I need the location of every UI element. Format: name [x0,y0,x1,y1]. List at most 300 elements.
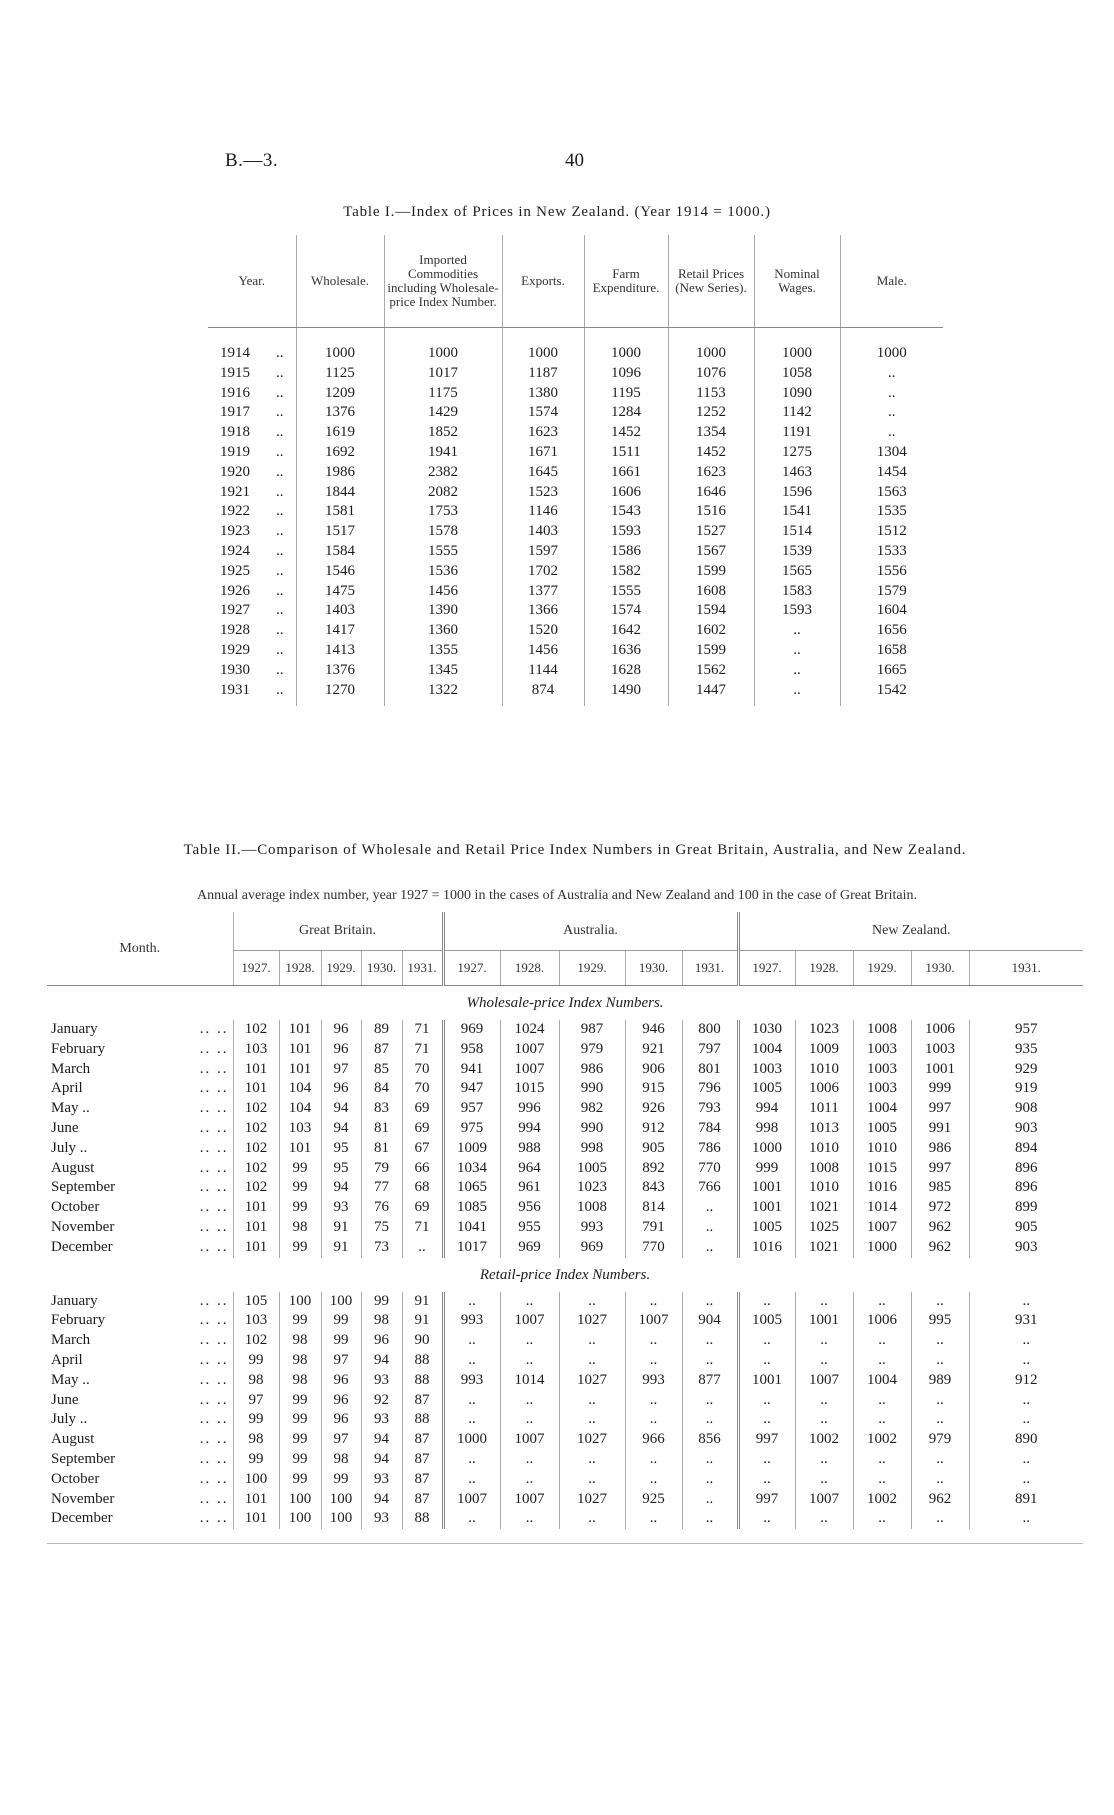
table-cell: .. [853,1450,911,1470]
table-cell: 766 [682,1178,738,1198]
table-cell: 993 [443,1311,500,1331]
table-cell: 97 [321,1430,361,1450]
table-cell: 988 [500,1139,559,1159]
table2-row [47,1238,1083,1258]
month-label: September [51,1450,116,1467]
table-cell: .. [738,1410,795,1430]
table-cell: 1642 [584,621,668,641]
month-label: June [51,1119,79,1136]
table-cell: .. [500,1331,559,1351]
table-cell: 962 [911,1238,969,1258]
table-cell: 1008 [795,1159,853,1179]
table-cell: 1354 [668,423,754,443]
table-cell: .. [911,1292,969,1312]
month-cell [47,1470,233,1490]
table1-row [208,463,943,483]
year-label: 1915 [220,364,250,381]
table-cell: .. [969,1351,1083,1371]
header-male: Male. [840,235,943,328]
month-label: July .. [51,1411,88,1428]
table-cell: 941 [443,1060,500,1080]
table-cell: 104 [279,1099,321,1119]
table-cell: 105 [233,1292,279,1312]
table-cell: .. [853,1292,911,1312]
table-cell: 894 [969,1139,1083,1159]
table-cell: 103 [233,1040,279,1060]
table-cell: 1447 [668,681,754,707]
leader-dots: .. .. [199,1332,229,1349]
table-cell: 1003 [911,1040,969,1060]
section-title: Retail-price Index Numbers. [479,1266,651,1283]
table-cell: 1463 [754,463,840,483]
table1-body [208,328,943,707]
year-header: 1930. [911,951,969,986]
table-cell: 1628 [584,661,668,681]
table2-row [47,1311,1083,1331]
year-header: 1929. [853,951,911,986]
table-cell: 966 [625,1430,682,1450]
table-cell: 96 [321,1371,361,1391]
year-header: 1930. [361,951,402,986]
table-cell: 1008 [853,1020,911,1040]
table2-row [47,1331,1083,1351]
table-cell: 97 [321,1351,361,1371]
table-cell: 102 [233,1159,279,1179]
table-cell: 1007 [500,1490,559,1510]
table-cell: 1456 [384,582,502,602]
table-cell: 1284 [584,403,668,423]
table-cell: 101 [233,1218,279,1238]
year-cell [208,483,296,503]
table-cell: 896 [969,1178,1083,1198]
table-cell: 979 [911,1430,969,1450]
year-cell [208,384,296,404]
table-cell: 1000 [443,1430,500,1450]
table-cell: 93 [361,1509,402,1529]
table-cell: 1535 [840,502,943,522]
year-cell [208,463,296,483]
table-cell: 905 [625,1139,682,1159]
table-cell: 1010 [853,1139,911,1159]
table-cell: 84 [361,1079,402,1099]
table-cell: .. [840,423,943,443]
table-cell: 70 [402,1079,443,1099]
table-cell: 1041 [443,1218,500,1238]
table-cell: .. [559,1351,625,1371]
header-new-zealand: New Zealand. [738,912,1083,951]
table-cell: 1623 [668,463,754,483]
table-cell: 899 [969,1198,1083,1218]
table-cell: 956 [500,1198,559,1218]
table-cell: 1593 [584,522,668,542]
table-cell: 1000 [754,328,840,364]
table-cell: 1661 [584,463,668,483]
table-cell: 1209 [296,384,384,404]
month-cell [47,1430,233,1450]
month-cell [47,1351,233,1371]
table-cell: 793 [682,1099,738,1119]
table-cell: 98 [279,1351,321,1371]
table-cell: 1360 [384,621,502,641]
table-cell: 1702 [502,562,584,582]
table-cell: 1006 [795,1079,853,1099]
year-label: 1924 [220,542,250,559]
table1-row [208,384,943,404]
leader-dots: .. .. [199,1450,229,1467]
table-cell: 1016 [853,1178,911,1198]
table-cell: 99 [279,1178,321,1198]
table-cell: 1005 [738,1311,795,1331]
table-cell: 1563 [840,483,943,503]
month-label: December [51,1510,113,1527]
table-cell: .. [500,1410,559,1430]
table-cell: 1191 [754,423,840,443]
table-cell: 75 [361,1218,402,1238]
table2-row [47,1430,1083,1450]
table-cell: 69 [402,1119,443,1139]
table-cell: 1144 [502,661,584,681]
header-year: Year. [208,235,296,328]
table-cell: 101 [279,1020,321,1040]
leader-dots: .. .. [199,1100,229,1117]
leader-dots: .. [276,483,284,500]
table-cell: .. [559,1292,625,1312]
table-cell: 94 [361,1450,402,1470]
table-cell: 1533 [840,542,943,562]
table1-row [208,522,943,542]
table-cell: 1090 [754,384,840,404]
table-cell: 994 [738,1099,795,1119]
month-cell [47,1509,233,1529]
leader-dots: .. [276,443,284,460]
year-header: 1927. [233,951,279,986]
table-cell: .. [795,1410,853,1430]
table-cell: 99 [279,1198,321,1218]
table-cell: 1015 [853,1159,911,1179]
month-cell [47,1450,233,1470]
table-cell: .. [559,1450,625,1470]
table-cell: .. [500,1351,559,1371]
table-cell: 1058 [754,364,840,384]
table-cell: 1175 [384,384,502,404]
month-label: July .. [51,1139,88,1156]
table-cell: 986 [559,1060,625,1080]
table2-row [47,1020,1083,1040]
table2-comparison [47,912,1083,1544]
table-cell: 1025 [795,1218,853,1238]
table-cell: 912 [969,1371,1083,1391]
page-reference: B.—3. [225,150,279,171]
leader-dots: .. [276,523,284,540]
year-label: 1921 [220,483,250,500]
table-cell: 1608 [668,582,754,602]
table-cell: 1377 [502,582,584,602]
table-cell: 1007 [853,1218,911,1238]
year-cell [208,423,296,443]
table-cell: 2082 [384,483,502,503]
table-cell: 1556 [840,562,943,582]
table-cell: 70 [402,1060,443,1080]
table-cell: 96 [321,1040,361,1060]
table-cell: 102 [233,1119,279,1139]
table-cell: 1085 [443,1198,500,1218]
table-cell: 103 [279,1119,321,1139]
table-cell: .. [795,1331,853,1351]
table-cell: 101 [279,1139,321,1159]
table-cell: 1852 [384,423,502,443]
table-cell: 1023 [559,1178,625,1198]
table2-row [47,1119,1083,1139]
table2-body [47,986,1083,1544]
table-cell: 87 [361,1040,402,1060]
table-cell: 994 [500,1119,559,1139]
table-cell: 101 [233,1060,279,1080]
year-cell [208,522,296,542]
month-cell [47,1079,233,1099]
table-cell: 97 [321,1060,361,1080]
table-cell: 998 [559,1139,625,1159]
table-cell: 69 [402,1198,443,1218]
table-cell: .. [682,1218,738,1238]
table-cell: .. [840,403,943,423]
table-cell: 94 [361,1430,402,1450]
table-cell: 969 [443,1020,500,1040]
table-cell: 990 [559,1079,625,1099]
table-cell: 102 [233,1331,279,1351]
table-cell: .. [682,1331,738,1351]
table-cell: 1187 [502,364,584,384]
table-cell: 784 [682,1119,738,1139]
table-cell: 1454 [840,463,943,483]
month-cell [47,1292,233,1312]
table-cell: 903 [969,1238,1083,1258]
table-cell: 1452 [584,423,668,443]
table-cell: 68 [402,1178,443,1198]
table-cell: 87 [402,1470,443,1490]
table-cell: 926 [625,1099,682,1119]
table-cell: 1000 [840,328,943,364]
table1-row [208,601,943,621]
leader-dots: .. .. [199,1351,229,1368]
table-cell: 81 [361,1139,402,1159]
table-cell: 101 [279,1060,321,1080]
table-cell: 1146 [502,502,584,522]
table-cell: .. [853,1391,911,1411]
table-cell: .. [738,1331,795,1351]
table-cell: 87 [402,1450,443,1470]
table-cell: .. [738,1292,795,1312]
table-cell: 1345 [384,661,502,681]
table-cell: 1027 [559,1430,625,1450]
year-cell [208,328,296,364]
table-cell: 91 [402,1311,443,1331]
table-cell: 1001 [795,1311,853,1331]
table-cell: .. [840,384,943,404]
table-cell: 814 [625,1198,682,1218]
leader-dots: .. .. [199,1470,229,1487]
leader-dots: .. .. [199,1040,229,1057]
table-cell: 962 [911,1218,969,1238]
table2-row [47,1159,1083,1179]
table-cell: 102 [233,1178,279,1198]
year-cell [208,601,296,621]
table-cell: 947 [443,1079,500,1099]
table-cell: .. [969,1450,1083,1470]
table-cell: 929 [969,1060,1083,1080]
year-label: 1926 [220,582,250,599]
table-cell: 1002 [795,1430,853,1450]
month-label: December [51,1238,113,1255]
table-cell: .. [754,681,840,707]
month-cell [47,1060,233,1080]
month-label: August [51,1431,95,1448]
table-cell: 1004 [853,1371,911,1391]
leader-dots: .. .. [199,1431,229,1448]
table-cell: 997 [738,1430,795,1450]
leader-dots: .. [276,602,284,619]
table-cell: .. [500,1509,559,1529]
table-cell: 98 [279,1331,321,1351]
year-label: 1916 [220,384,250,401]
month-label: October [51,1470,100,1487]
year-header: 1930. [625,951,682,986]
table-cell: 1366 [502,601,584,621]
table-cell: .. [911,1410,969,1430]
table-cell: 1010 [795,1060,853,1080]
table-cell: 1403 [502,522,584,542]
leader-dots: .. [276,582,284,599]
year-label: 1930 [220,661,250,678]
table-cell: 969 [559,1238,625,1258]
table-cell: .. [853,1410,911,1430]
table-cell: .. [911,1391,969,1411]
year-cell [208,641,296,661]
table-cell: 969 [500,1238,559,1258]
month-cell [47,1238,233,1258]
year-cell [208,364,296,384]
table-cell: 1001 [911,1060,969,1080]
month-cell [47,1099,233,1119]
table-cell: 908 [969,1099,1083,1119]
month-cell [47,1040,233,1060]
table-cell: .. [682,1292,738,1312]
table2-row [47,1490,1083,1510]
table-cell: 999 [911,1079,969,1099]
table-cell: 1567 [668,542,754,562]
table2-row [47,1410,1083,1430]
table-cell: .. [682,1450,738,1470]
table-cell: 93 [361,1371,402,1391]
table-cell: .. [682,1470,738,1490]
table-cell: 99 [321,1331,361,1351]
leader-dots: .. [276,463,284,480]
table-cell: 991 [911,1119,969,1139]
table-cell: 1153 [668,384,754,404]
leader-dots: .. .. [199,1391,229,1408]
table-cell: .. [853,1470,911,1490]
table-cell: .. [625,1509,682,1529]
table-cell: 1523 [502,483,584,503]
table-cell: .. [754,641,840,661]
month-cell [47,1139,233,1159]
table-cell: 891 [969,1490,1083,1510]
year-cell [208,582,296,602]
table-cell: 1002 [853,1430,911,1450]
table-cell: 1125 [296,364,384,384]
table-cell: 1007 [795,1371,853,1391]
year-header: 1927. [738,951,795,986]
table-cell: .. [443,1470,500,1490]
table-cell: 957 [443,1099,500,1119]
table-cell: 1009 [443,1139,500,1159]
month-label: June [51,1391,79,1408]
table-cell: 1390 [384,601,502,621]
year-cell [208,403,296,423]
table-cell: 1003 [853,1079,911,1099]
table-cell: 1024 [500,1020,559,1040]
table-cell: 1322 [384,681,502,707]
table-cell: 1376 [296,661,384,681]
table-cell: 83 [361,1099,402,1119]
table-cell: 1645 [502,463,584,483]
table-cell: 1027 [559,1490,625,1510]
leader-dots: .. .. [199,1238,229,1255]
table-cell: 1006 [911,1020,969,1040]
table-cell: 101 [233,1198,279,1218]
table-cell: 88 [402,1509,443,1529]
table-cell: 98 [279,1218,321,1238]
table-cell: 1574 [502,403,584,423]
month-cell [47,1410,233,1430]
table-cell: 88 [402,1371,443,1391]
table-cell: .. [738,1391,795,1411]
table2-row [47,1371,1083,1391]
table-cell: 890 [969,1430,1083,1450]
table-cell: 801 [682,1060,738,1080]
table-cell: 2382 [384,463,502,483]
table-cell: .. [840,364,943,384]
table-cell: 1252 [668,403,754,423]
year-cell [208,661,296,681]
table-cell: 1096 [584,364,668,384]
table-cell: 100 [279,1509,321,1529]
table-cell: 1030 [738,1020,795,1040]
table-cell: 1000 [584,328,668,364]
table-cell: 1007 [500,1060,559,1080]
table-cell: 98 [233,1371,279,1391]
table-cell: 1005 [738,1218,795,1238]
table-cell: 997 [911,1159,969,1179]
table-cell: 964 [500,1159,559,1179]
table1-row [208,641,943,661]
table-cell: 993 [625,1371,682,1391]
table-cell: 1636 [584,641,668,661]
table-cell: .. [738,1450,795,1470]
table-cell: 1512 [840,522,943,542]
month-cell [47,1119,233,1139]
leader-dots: .. [276,345,284,361]
table-cell: .. [625,1331,682,1351]
table-cell: .. [754,661,840,681]
table-cell: .. [500,1292,559,1312]
table1-title: Table I.—Index of Prices in New Zealand. (Year 1914 = 1000.) [343,204,771,220]
table-cell: 87 [402,1391,443,1411]
section-title: Wholesale-price Index Numbers. [466,995,664,1011]
table-cell: 987 [559,1020,625,1040]
table-cell: .. [682,1391,738,1411]
table-cell: .. [625,1391,682,1411]
table-cell: 1009 [795,1040,853,1060]
